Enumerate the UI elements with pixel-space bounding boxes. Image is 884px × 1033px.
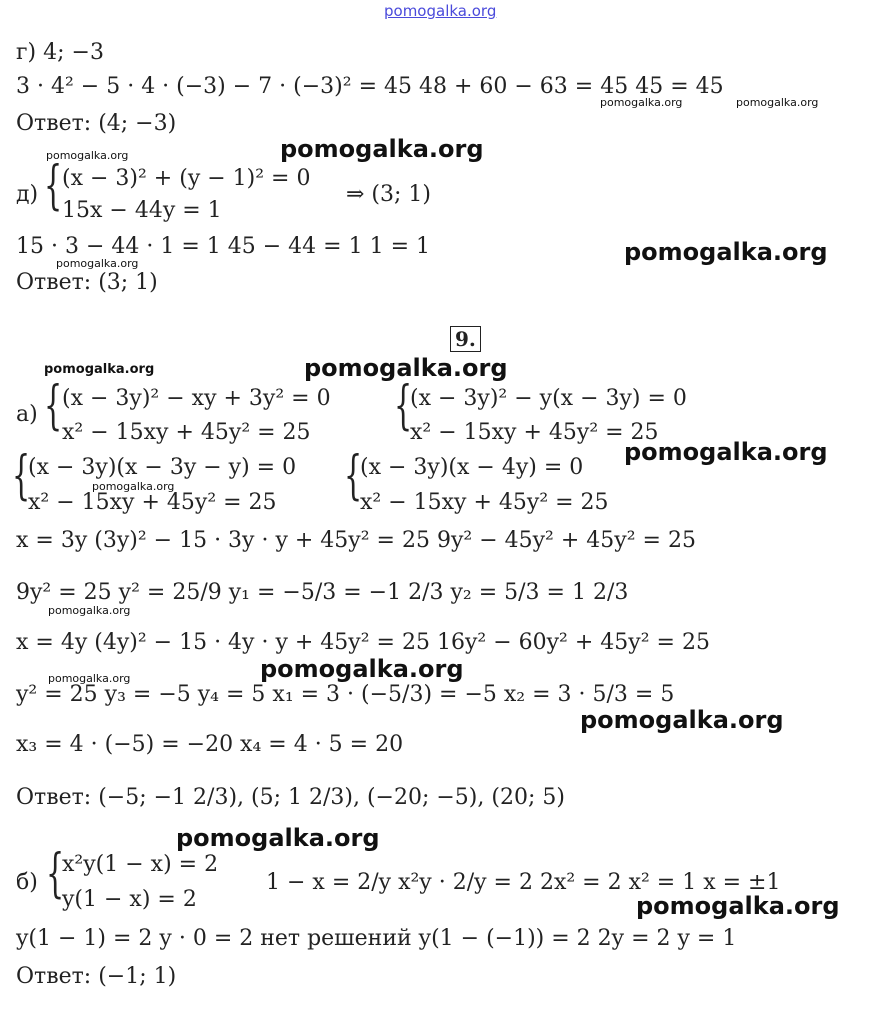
watermark-big: pomogalka.org [304,354,508,382]
g-check: 3 · 4² − 5 · 4 · (−3) − 7 · (−3)² = 45 48 + 60 − 63 = 45 45 = 45 [16,74,724,99]
g-header: г) 4; −3 [16,40,104,65]
d-system-eq2: 15x − 44y = 1 [62,198,222,223]
watermark-small: pomogalka.org [48,604,131,617]
a-system1-eq1: (x − 3y)² − xy + 3y² = 0 [62,386,331,411]
b-system-eq1: x²y(1 − x) = 2 [62,852,219,877]
watermark-small: pomogalka.org [48,672,131,685]
a-line4: y² = 25 y₃ = −5 y₄ = 5 x₁ = 3 · (−5/3) = −5 x₂ = 3 · 5/3 = 5 [16,682,675,707]
top-watermark-link[interactable]: pomogalka.org [384,2,497,20]
watermark-small: pomogalka.org [736,96,819,109]
watermark-big: pomogalka.org [580,706,784,734]
watermark-big: pomogalka.org [624,438,828,466]
a-system1-brace: { [44,376,63,436]
b-system-brace: { [46,844,65,904]
watermark-small: pomogalka.org [46,149,129,162]
problem-number: 9. [450,326,481,352]
a-label: а) [16,402,38,427]
a-line3: x = 4y (4y)² − 15 · 4y · y + 45y² = 25 16y² − 60y² + 45y² = 25 [16,630,710,655]
a-system3-brace: { [12,446,31,506]
watermark-big: pomogalka.org [280,135,484,163]
a-system3-eq1: (x − 3y)(x − 3y − y) = 0 [28,455,297,480]
a-system4-brace: { [344,446,363,506]
b-label: б) [16,870,38,895]
b-line1: 1 − x = 2/y x²y · 2/y = 2 2x² = 2 x² = 1 x = ±1 [266,870,781,895]
d-answer: Ответ: (3; 1) [16,270,158,295]
d-system-brace: { [44,156,63,216]
a-system2-eq2: x² − 15xy + 45y² = 25 [410,420,659,445]
watermark-small: pomogalka.org [44,362,155,377]
a-answer: Ответ: (−5; −1 2/3), (5; 1 2/3), (−20; −5), (20; 5) [16,785,565,810]
a-system3-eq2: x² − 15xy + 45y² = 25 [28,490,277,515]
a-line5: x₃ = 4 · (−5) = −20 x₄ = 4 · 5 = 20 [16,732,404,757]
b-line2: y(1 − 1) = 2 y · 0 = 2 нет решений y(1 − (−1)) = 2 2y = 2 y = 1 [16,926,737,951]
a-system2-brace: { [394,376,413,436]
a-system4-eq2: x² − 15xy + 45y² = 25 [360,490,609,515]
a-system1-eq2: x² − 15xy + 45y² = 25 [62,420,311,445]
a-line2: 9y² = 25 y² = 25/9 y₁ = −5/3 = −1 2/3 y₂ = 5/3 = 1 2/3 [16,580,629,605]
watermark-small: pomogalka.org [56,257,139,270]
watermark-big: pomogalka.org [636,892,840,920]
d-label: д) [16,182,39,207]
a-system4-eq1: (x − 3y)(x − 4y) = 0 [360,455,584,480]
watermark-big: pomogalka.org [260,655,464,683]
d-result: ⇒ (3; 1) [346,182,431,207]
g-answer: Ответ: (4; −3) [16,111,177,136]
watermark-big: pomogalka.org [624,238,828,266]
b-answer: Ответ: (−1; 1) [16,964,177,989]
watermark-small: pomogalka.org [600,96,683,109]
watermark-small: pomogalka.org [92,480,175,493]
a-line1: x = 3y (3y)² − 15 · 3y · y + 45y² = 25 9y² − 45y² + 45y² = 25 [16,528,696,553]
a-system2-eq1: (x − 3y)² − y(x − 3y) = 0 [410,386,687,411]
d-check: 15 · 3 − 44 · 1 = 1 45 − 44 = 1 1 = 1 [16,234,431,259]
watermark-big: pomogalka.org [176,824,380,852]
b-system-eq2: y(1 − x) = 2 [62,887,197,912]
d-system-eq1: (x − 3)² + (y − 1)² = 0 [62,166,311,191]
